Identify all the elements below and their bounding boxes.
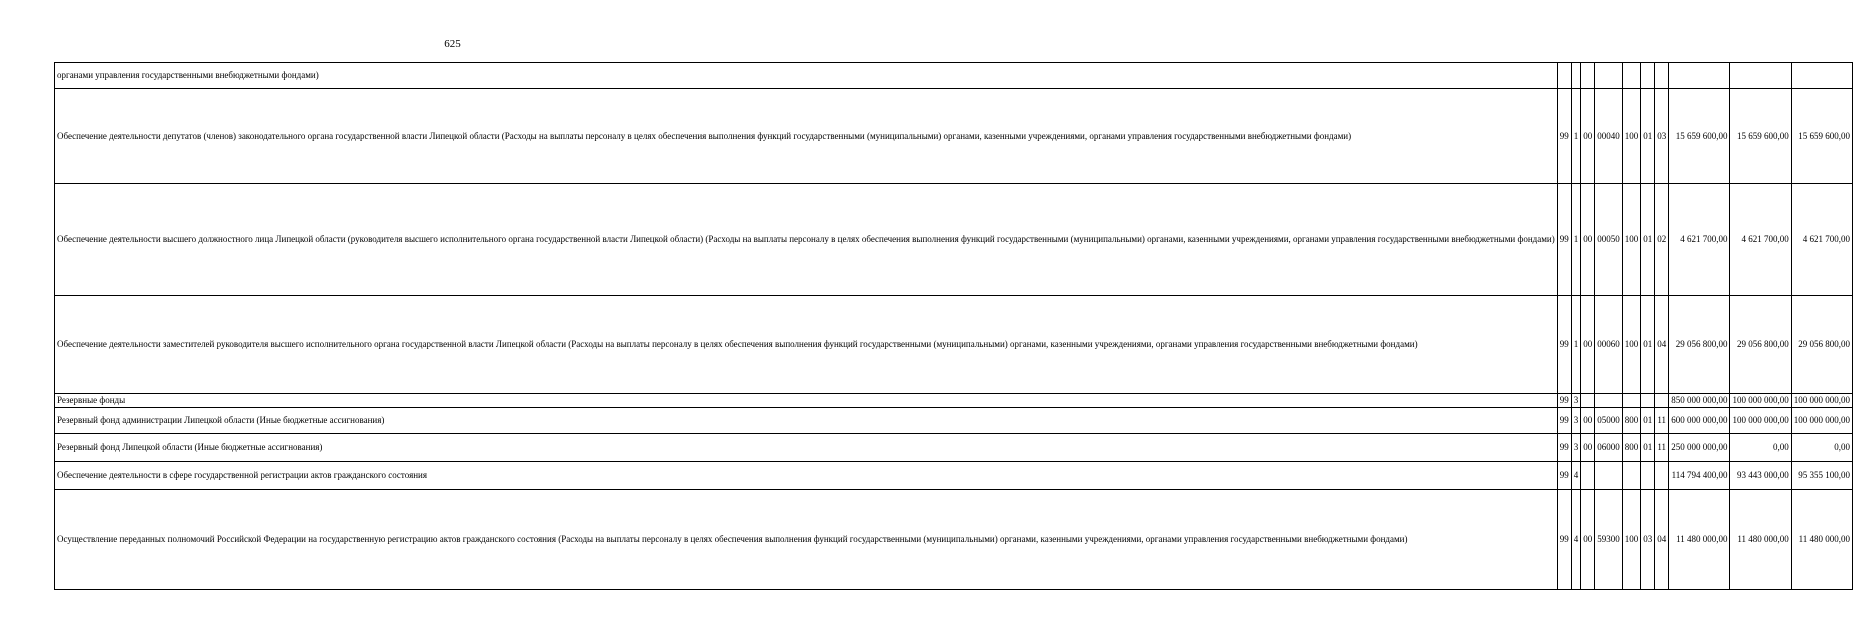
program-code-cell: 99	[1557, 408, 1571, 434]
amount-year-3-cell: 11 480 000,00	[1791, 490, 1852, 590]
subsection-cell: 03	[1655, 89, 1669, 184]
amount-year-2-cell	[1730, 63, 1791, 89]
expense-type-cell: 100	[1622, 296, 1641, 394]
row-description: органами управления государственными внебюджетными фондами)	[55, 63, 1558, 89]
subprogram-cell: 4	[1571, 462, 1581, 490]
table-row	[55, 296, 1853, 394]
event-code-cell	[1581, 63, 1595, 89]
direction-code-cell: 59300	[1595, 490, 1623, 590]
amount-year-1-cell: 15 659 600,00	[1669, 89, 1730, 184]
budget-table	[54, 62, 1853, 590]
program-code-cell	[1557, 63, 1571, 89]
event-code-cell: 00	[1581, 296, 1595, 394]
amount-year-1-cell: 250 000 000,00	[1669, 434, 1730, 462]
subprogram-cell: 3	[1571, 434, 1581, 462]
amount-year-3-cell: 100 000 000,00	[1791, 408, 1852, 434]
expense-type-cell: 800	[1622, 408, 1641, 434]
amount-year-3-cell: 4 621 700,00	[1791, 184, 1852, 296]
subsection-cell: 04	[1655, 490, 1669, 590]
row-description: Осуществление переданных полномочий Российской Федерации на государственную регистрацию актов гражданского состояния (Расходы на выплаты персоналу в целях обеспечения выполнения функций государственными (муниципальными) органами, казенными учреждениями, органами управления государственными внебюджетными фондами)	[55, 490, 1558, 590]
expense-type-cell: 100	[1622, 184, 1641, 296]
section-cell: 01	[1641, 184, 1655, 296]
row-description: Обеспечение деятельности депутатов (членов) законодательного органа государственной власти Липецкой области (Расходы на выплаты персоналу в целях обеспечения выполнения функций государственными (муниципальными) органами, казенными учреждениями, органами управления государственными внебюджетными фондами)	[55, 89, 1558, 184]
row-description: Обеспечение деятельности высшего должностного лица Липецкой области (руководителя высшего исполнительного органа государственной власти Липецкой области) (Расходы на выплаты персоналу в целях обеспечения выполнения функций государственными (муниципальными) органами, казенными учреждениями, органами управления государственными внебюджетными фондами)	[55, 184, 1558, 296]
row-description: Резервный фонд Липецкой области (Иные бюджетные ассигнования)	[55, 434, 1558, 462]
expense-type-cell	[1622, 462, 1641, 490]
amount-year-2-cell: 100 000 000,00	[1730, 394, 1791, 408]
subsection-cell	[1655, 394, 1669, 408]
amount-year-2-cell: 29 056 800,00	[1730, 296, 1791, 394]
direction-code-cell: 00060	[1595, 296, 1623, 394]
amount-year-3-cell: 15 659 600,00	[1791, 89, 1852, 184]
amount-year-1-cell	[1669, 63, 1730, 89]
expense-type-cell: 100	[1622, 89, 1641, 184]
table-row	[55, 184, 1853, 296]
event-code-cell: 00	[1581, 434, 1595, 462]
event-code-cell: 00	[1581, 184, 1595, 296]
program-code-cell: 99	[1557, 296, 1571, 394]
program-code-cell: 99	[1557, 434, 1571, 462]
section-cell: 01	[1641, 296, 1655, 394]
event-code-cell: 00	[1581, 408, 1595, 434]
amount-year-2-cell: 100 000 000,00	[1730, 408, 1791, 434]
table-row	[55, 89, 1853, 184]
section-cell: 03	[1641, 490, 1655, 590]
section-cell: 01	[1641, 89, 1655, 184]
subsection-cell: 04	[1655, 296, 1669, 394]
subprogram-cell	[1571, 63, 1581, 89]
amount-year-2-cell: 11 480 000,00	[1730, 490, 1791, 590]
table-row	[55, 462, 1853, 490]
subprogram-cell: 4	[1571, 490, 1581, 590]
section-cell	[1641, 394, 1655, 408]
subsection-cell: 11	[1655, 434, 1669, 462]
section-cell	[1641, 63, 1655, 89]
direction-code-cell: 05000	[1595, 408, 1623, 434]
table-row	[55, 63, 1853, 89]
amount-year-1-cell: 11 480 000,00	[1669, 490, 1730, 590]
page-number: 625	[444, 38, 461, 50]
event-code-cell: 00	[1581, 490, 1595, 590]
direction-code-cell: 06000	[1595, 434, 1623, 462]
table-row	[55, 434, 1853, 462]
table-row	[55, 394, 1853, 408]
subsection-cell: 11	[1655, 408, 1669, 434]
program-code-cell: 99	[1557, 89, 1571, 184]
section-cell: 01	[1641, 408, 1655, 434]
subprogram-cell: 3	[1571, 394, 1581, 408]
amount-year-1-cell: 114 794 400,00	[1669, 462, 1730, 490]
amount-year-2-cell: 0,00	[1730, 434, 1791, 462]
program-code-cell: 99	[1557, 462, 1571, 490]
amount-year-2-cell: 15 659 600,00	[1730, 89, 1791, 184]
program-code-cell: 99	[1557, 490, 1571, 590]
section-cell	[1641, 462, 1655, 490]
subsection-cell	[1655, 462, 1669, 490]
table-row	[55, 408, 1853, 434]
subsection-cell	[1655, 63, 1669, 89]
direction-code-cell	[1595, 462, 1623, 490]
direction-code-cell: 00040	[1595, 89, 1623, 184]
expense-type-cell: 800	[1622, 434, 1641, 462]
subprogram-cell: 1	[1571, 184, 1581, 296]
expense-type-cell	[1622, 63, 1641, 89]
direction-code-cell	[1595, 394, 1623, 408]
program-code-cell: 99	[1557, 394, 1571, 408]
row-description: Обеспечение деятельности заместителей руководителя высшего исполнительного органа государственной власти Липецкой области (Расходы на выплаты персоналу в целях обеспечения выполнения функций государственными (муниципальными) органами, казенными учреждениями, органами управления государственными внебюджетными фондами)	[55, 296, 1558, 394]
amount-year-1-cell: 4 621 700,00	[1669, 184, 1730, 296]
row-description: Резервные фонды	[55, 394, 1558, 408]
row-description: Резервный фонд администрации Липецкой области (Иные бюджетные ассигнования)	[55, 408, 1558, 434]
amount-year-3-cell: 29 056 800,00	[1791, 296, 1852, 394]
subprogram-cell: 1	[1571, 296, 1581, 394]
amount-year-2-cell: 4 621 700,00	[1730, 184, 1791, 296]
row-description: Обеспечение деятельности в сфере государственной регистрации актов гражданского состояния	[55, 462, 1558, 490]
event-code-cell	[1581, 462, 1595, 490]
table-row	[55, 490, 1853, 590]
amount-year-3-cell: 100 000 000,00	[1791, 394, 1852, 408]
event-code-cell	[1581, 394, 1595, 408]
amount-year-1-cell: 850 000 000,00	[1669, 394, 1730, 408]
subprogram-cell: 1	[1571, 89, 1581, 184]
program-code-cell: 99	[1557, 184, 1571, 296]
expense-type-cell: 100	[1622, 490, 1641, 590]
amount-year-3-cell	[1791, 63, 1852, 89]
subsection-cell: 02	[1655, 184, 1669, 296]
section-cell: 01	[1641, 434, 1655, 462]
direction-code-cell	[1595, 63, 1623, 89]
subprogram-cell: 3	[1571, 408, 1581, 434]
amount-year-1-cell: 600 000 000,00	[1669, 408, 1730, 434]
direction-code-cell: 00050	[1595, 184, 1623, 296]
event-code-cell: 00	[1581, 89, 1595, 184]
amount-year-2-cell: 93 443 000,00	[1730, 462, 1791, 490]
amount-year-1-cell: 29 056 800,00	[1669, 296, 1730, 394]
expense-type-cell	[1622, 394, 1641, 408]
amount-year-3-cell: 0,00	[1791, 434, 1852, 462]
amount-year-3-cell: 95 355 100,00	[1791, 462, 1852, 490]
